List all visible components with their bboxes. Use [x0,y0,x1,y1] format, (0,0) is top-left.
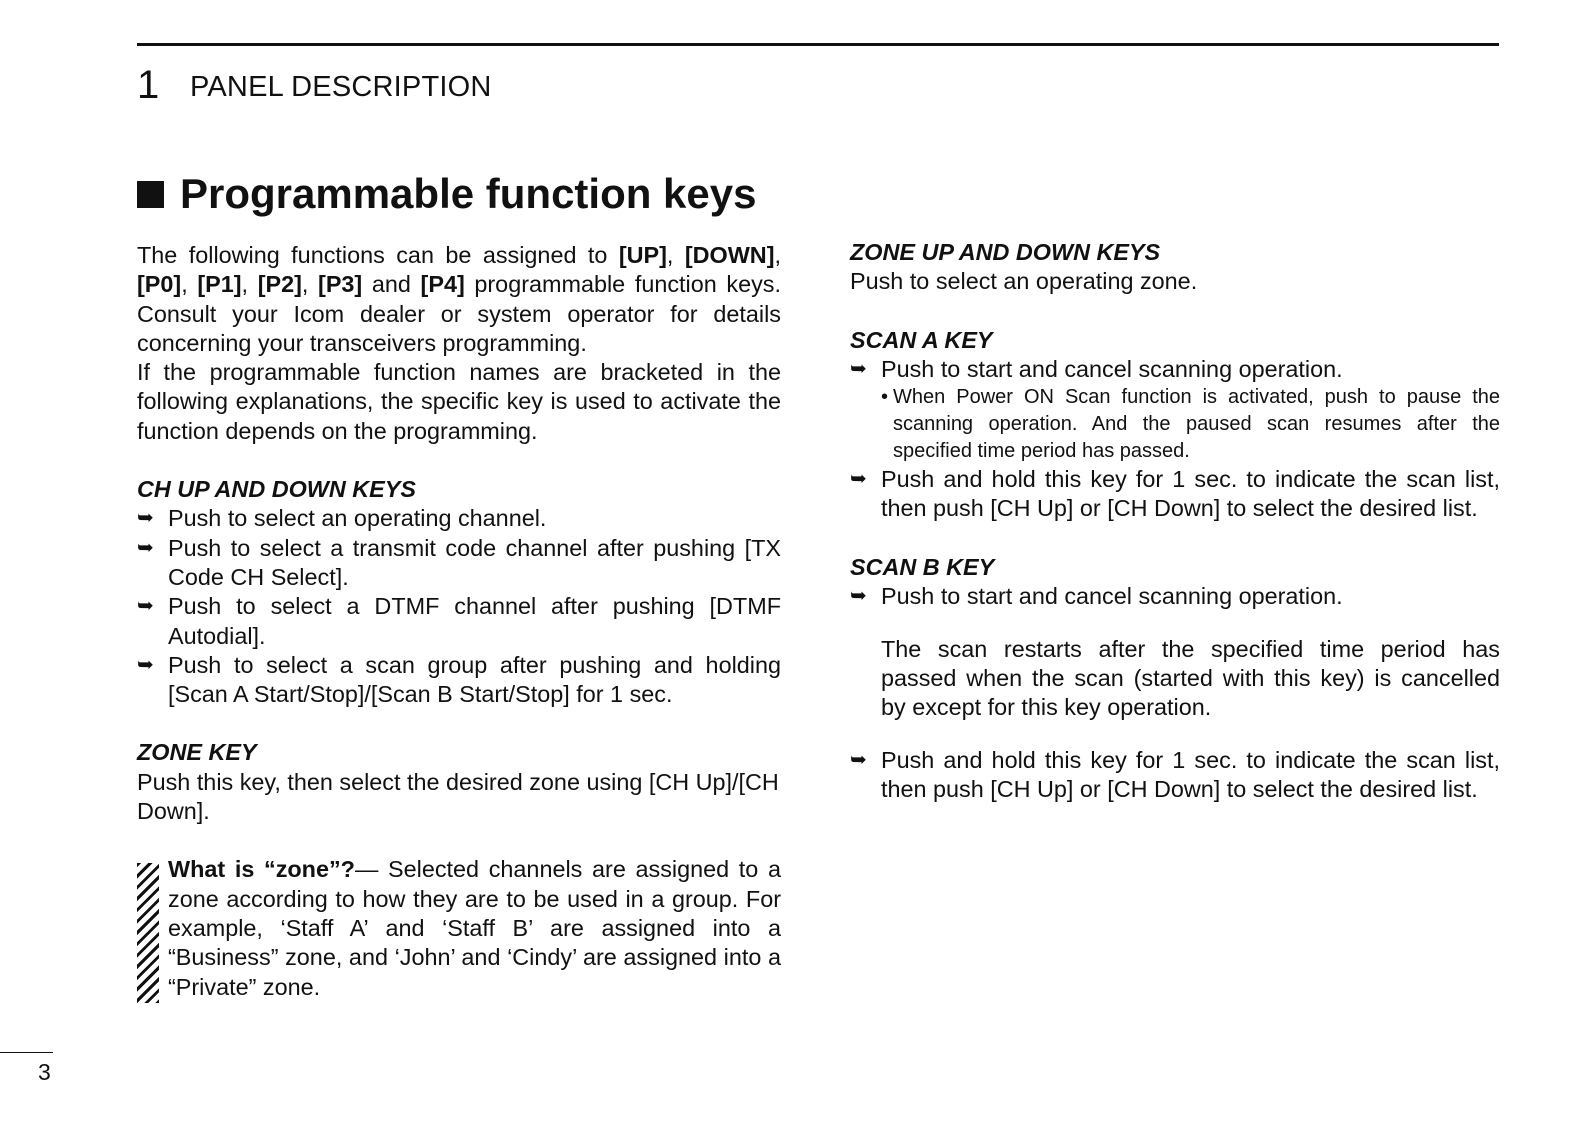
zone-note-lead: What is “zone”? [168,856,355,883]
sub-list-item: • When Power ON Scan function is activated, push to pause the scanning operation. And the paused scan resumes after the specified time period has passed. [881,384,1500,465]
zone-note [137,855,781,1001]
scan-a-heading: SCAN A KEY [850,326,993,353]
left-column [137,241,781,1002]
hatched-note-icon [137,863,159,1003]
dot-bullet-icon: • [881,386,889,409]
arrow-bullet-icon: ➥ [137,653,154,676]
intro-paragraph-2: If the programmable function names are bracketed in the following explanations, the specific key is used to activate the function depends on the programming. [137,359,781,444]
page-number: 3 [38,1059,51,1085]
right-column [850,238,1500,805]
list-item: ➥ Push to select a scan group after pushing and holding [Scan A Start/Stop]/[Scan B Start/Stop] for 1 sec. [137,651,781,710]
zone-key-text: Push this key, then select the desired zone using [CH Up]/[CH Down]. [137,768,779,825]
arrow-bullet-icon: ➥ [137,595,154,618]
list-item: ➥ Push to select a DTMF channel after pushing [DTMF Autodial]. [137,592,781,651]
header-rule [137,43,1499,46]
zone-key-heading: ZONE KEY [137,739,257,766]
footer-rule [0,1052,53,1053]
list-item: ➥ Push to select an operating channel. [137,504,781,533]
arrow-bullet-icon: ➥ [850,468,867,491]
list-item: ➥ Push and hold this key for 1 sec. to indicate the scan list, then push [CH Up] or [CH Down] to select the desired list. [850,746,1500,805]
scan-b-text: The scan restarts after the specified time period has passed when the scan (started with this key) is cancelled by except for this key operation. [881,635,1500,721]
arrow-bullet-icon: ➥ [137,507,154,530]
zone-up-down-heading: ZONE UP AND DOWN KEYS [850,239,1161,265]
arrow-bullet-icon: ➥ [137,536,154,559]
scan-b-heading: SCAN B KEY [850,553,995,580]
zone-note-text: — Selected channels are assigned to a zone according to how they are to be used in a group. For example, ‘Staff A’ and ‘Staff B’ are assigned into a “Business” zone, and ‘John’ and ‘Cindy’ are assigned into a “Private” zone. [168,856,781,1000]
list-item: ➥ Push to select a transmit code channel after pushing [TX Code CH Select]. [137,534,781,593]
arrow-bullet-icon: ➥ [850,749,867,772]
black-square-icon [137,181,164,208]
intro-paragraph-1: The following functions can be assigned to [UP], [DOWN], [P0], [P1], [P2], [P3] and [P4] programmable function keys. Consult your Icom dealer or system operator for details concerning your transceivers programming. [137,242,781,356]
arrow-bullet-icon: ➥ [850,585,867,608]
section-title-text: Programmable function keys [180,170,757,217]
arrow-bullet-icon: ➥ [850,357,867,380]
list-item: ➥ Push and hold this key for 1 sec. to indicate the scan list, then push [CH Up] or [CH Down] to select the desired list. [850,465,1500,524]
zone-up-down-text: Push to select an operating zone. [850,268,1198,295]
list-item: ➥ Push to start and cancel scanning operation. [850,355,1500,384]
chapter-number: 1 [137,63,160,107]
chapter-title: PANEL DESCRIPTION [190,71,492,103]
ch-up-down-heading: CH UP AND DOWN KEYS [137,476,416,503]
section-title [137,168,757,220]
list-item: ➥ Push to start and cancel scanning operation. [850,582,1500,611]
